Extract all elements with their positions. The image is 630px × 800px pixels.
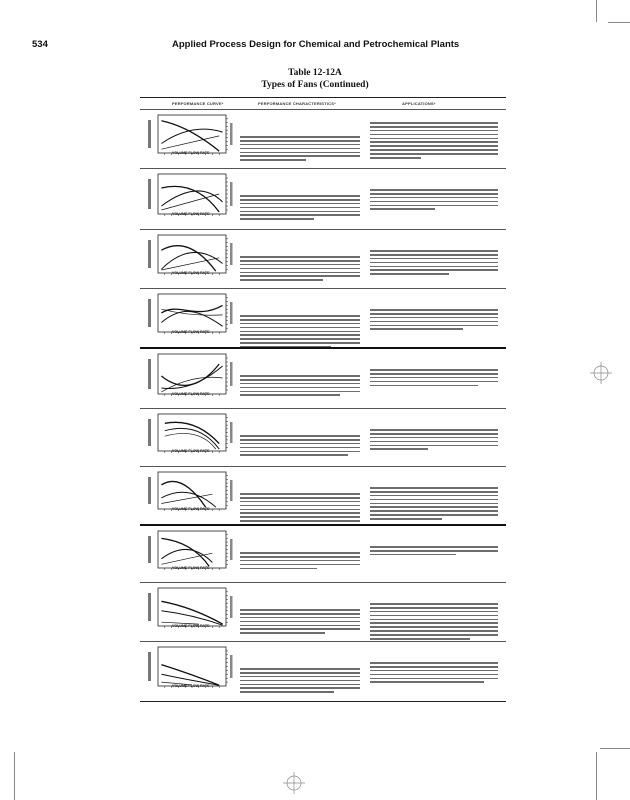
illegible-text-line <box>370 487 498 489</box>
crop-mark-top-right-h <box>608 22 630 23</box>
illegible-text-line <box>240 195 360 197</box>
applications-text <box>370 546 498 558</box>
table-row <box>140 466 506 525</box>
crop-mark-bottom-left <box>14 752 15 800</box>
performance-curve-graph <box>146 292 236 343</box>
illegible-text-line <box>240 379 360 381</box>
illegible-text-line <box>240 136 360 138</box>
page-number: 534 <box>32 39 48 50</box>
performance-curve-graph <box>146 172 236 225</box>
table-row <box>140 168 506 230</box>
illegible-text-line <box>240 144 360 146</box>
illegible-text-line <box>240 152 360 154</box>
illegible-text-line <box>240 454 348 456</box>
illegible-text-line <box>370 503 498 505</box>
volume-flow-rate-label: VOLUME FLOW RATE <box>172 271 210 275</box>
illegible-text-line <box>240 512 360 514</box>
illegible-text-line <box>370 445 498 447</box>
illegible-text-line <box>370 611 498 613</box>
illegible-text-line <box>370 250 498 252</box>
illegible-text-line <box>240 625 360 627</box>
illegible-text-line <box>370 634 498 636</box>
illegible-text-line <box>370 678 498 680</box>
illegible-text-line <box>240 497 360 499</box>
volume-flow-rate-label: VOLUME FLOW RATE <box>172 449 210 453</box>
illegible-text-line <box>370 619 498 621</box>
applications-text <box>370 429 498 452</box>
table-row <box>140 347 506 410</box>
illegible-text-line <box>370 550 498 552</box>
volume-flow-rate-label: VOLUME FLOW RATE <box>172 212 210 216</box>
illegible-text-line <box>240 211 360 213</box>
illegible-text-line <box>370 258 498 260</box>
applications-text <box>370 662 498 685</box>
illegible-text-line <box>370 208 435 210</box>
applications-text <box>370 603 498 642</box>
illegible-text-line <box>240 275 360 277</box>
volume-flow-rate-label: VOLUME FLOW RATE <box>172 330 210 334</box>
illegible-text-line <box>240 375 360 377</box>
illegible-text-line <box>240 687 360 689</box>
illegible-text-line <box>370 205 498 207</box>
illegible-text-line <box>240 331 360 333</box>
applications-text <box>370 369 498 388</box>
performance-characteristics-text <box>240 136 360 163</box>
illegible-text-line <box>240 203 360 205</box>
illegible-text-line <box>370 626 498 628</box>
illegible-text-line <box>240 155 360 157</box>
applications-text <box>370 250 498 277</box>
illegible-text-line <box>370 145 498 147</box>
illegible-text-line <box>370 510 498 512</box>
crop-mark-bottom-right <box>596 752 597 800</box>
table-row <box>140 109 506 169</box>
illegible-text-line <box>240 387 360 389</box>
illegible-text-line <box>370 495 498 497</box>
table-row <box>140 524 506 584</box>
illegible-text-line <box>240 439 360 441</box>
performance-characteristics-text <box>240 609 360 636</box>
illegible-text-line <box>370 448 428 450</box>
illegible-text-line <box>240 684 360 686</box>
volume-flow-rate-label: VOLUME FLOW RATE <box>172 684 210 688</box>
illegible-text-line <box>370 134 498 136</box>
illegible-text-line <box>240 334 360 336</box>
applications-text <box>370 309 498 332</box>
illegible-text-line <box>370 491 498 493</box>
performance-characteristics-text <box>240 315 360 350</box>
illegible-text-line <box>370 141 498 143</box>
illegible-text-line <box>240 140 360 142</box>
illegible-text-line <box>370 138 498 140</box>
illegible-text-line <box>370 518 442 520</box>
illegible-text-line <box>370 607 498 609</box>
illegible-text-line <box>370 437 498 439</box>
column-header-applications: APPLICATIONS* <box>402 101 436 106</box>
illegible-text-line <box>370 309 498 311</box>
illegible-text-line <box>240 207 360 209</box>
illegible-text-line <box>370 317 498 319</box>
illegible-text-line <box>370 622 498 624</box>
table-subtitle: Types of Fans (Continued) <box>261 80 369 90</box>
illegible-text-line <box>240 552 360 554</box>
column-header-curve: PERFORMANCE CURVE* <box>172 101 224 106</box>
illegible-text-line <box>370 514 498 516</box>
illegible-text-line <box>240 564 360 566</box>
illegible-text-line <box>240 394 340 396</box>
performance-characteristics-text <box>240 375 360 398</box>
registration-mark-bottom <box>283 772 305 794</box>
illegible-text-line <box>370 638 470 640</box>
performance-characteristics-text <box>240 195 360 222</box>
performance-curve-graph <box>146 645 236 697</box>
performance-characteristics-text <box>240 435 360 458</box>
performance-characteristics-text <box>240 256 360 283</box>
illegible-text-line <box>240 516 360 518</box>
illegible-text-line <box>240 315 360 317</box>
registration-mark-right <box>590 362 612 384</box>
applications-text <box>370 122 498 161</box>
performance-curve-graph <box>146 529 236 579</box>
illegible-text-line <box>240 256 360 258</box>
volume-flow-rate-label: VOLUME FLOW RATE <box>172 624 210 628</box>
illegible-text-line <box>370 262 498 264</box>
illegible-text-line <box>370 662 498 664</box>
illegible-text-line <box>240 613 360 615</box>
table-title-block <box>0 67 630 91</box>
illegible-text-line <box>240 609 360 611</box>
performance-characteristics-text <box>240 668 360 695</box>
illegible-text-line <box>370 269 498 271</box>
illegible-text-line <box>240 338 360 340</box>
illegible-text-line <box>240 391 360 393</box>
illegible-text-line <box>370 157 421 159</box>
illegible-text-line <box>240 435 360 437</box>
performance-curve-graph <box>146 586 236 637</box>
illegible-text-line <box>240 264 360 266</box>
illegible-text-line <box>240 568 317 570</box>
performance-characteristics-text <box>240 552 360 571</box>
illegible-text-line <box>370 193 498 195</box>
illegible-text-line <box>240 447 360 449</box>
crop-mark-top-right <box>596 0 597 22</box>
table-row <box>140 408 506 467</box>
illegible-text-line <box>370 328 463 330</box>
illegible-text-line <box>240 632 325 634</box>
illegible-text-line <box>240 443 360 445</box>
performance-curve-graph <box>146 470 236 520</box>
illegible-text-line <box>370 506 498 508</box>
illegible-text-line <box>370 266 498 268</box>
illegible-text-line <box>240 560 360 562</box>
volume-flow-rate-label: VOLUME FLOW RATE <box>172 392 210 396</box>
illegible-text-line <box>370 153 498 155</box>
fan-types-table <box>140 97 506 702</box>
performance-curve-graph <box>146 352 236 405</box>
illegible-text-line <box>240 556 360 558</box>
illegible-text-line <box>370 554 456 556</box>
illegible-text-line <box>370 433 498 435</box>
volume-flow-rate-label: VOLUME FLOW RATE <box>172 507 210 511</box>
illegible-text-line <box>370 130 498 132</box>
table-row <box>140 582 506 642</box>
illegible-text-line <box>370 603 498 605</box>
illegible-text-line <box>240 509 360 511</box>
illegible-text-line <box>370 373 498 375</box>
illegible-text-line <box>240 323 360 325</box>
table-row <box>140 229 506 289</box>
performance-curve-graph <box>146 412 236 462</box>
running-head <box>0 39 630 53</box>
illegible-text-line <box>240 342 360 344</box>
illegible-text-line <box>240 628 360 630</box>
illegible-text-line <box>240 520 360 522</box>
illegible-text-line <box>370 377 498 379</box>
illegible-text-line <box>240 617 360 619</box>
applications-text <box>370 189 498 212</box>
illegible-text-line <box>370 369 498 371</box>
illegible-text-line <box>240 218 314 220</box>
illegible-text-line <box>370 441 498 443</box>
column-header-characteristics: PERFORMANCE CHARACTERISTICS* <box>258 101 336 106</box>
illegible-text-line <box>240 272 360 274</box>
table-row <box>140 288 506 348</box>
illegible-text-line <box>370 681 484 683</box>
illegible-text-line <box>370 615 498 617</box>
illegible-text-line <box>240 260 360 262</box>
illegible-text-line <box>240 493 360 495</box>
volume-flow-rate-label: VOLUME FLOW RATE <box>172 566 210 570</box>
book-title: Applied Process Design for Chemical and Petrochemical Plants <box>172 39 460 50</box>
performance-curve-graph <box>146 113 236 164</box>
illegible-text-line <box>370 381 498 383</box>
illegible-text-line <box>370 201 498 203</box>
performance-curve-graph <box>146 233 236 284</box>
illegible-text-line <box>370 325 498 327</box>
illegible-text-line <box>370 630 498 632</box>
illegible-text-line <box>240 383 360 385</box>
table-row <box>140 641 506 702</box>
illegible-text-line <box>240 621 360 623</box>
illegible-text-line <box>370 189 498 191</box>
illegible-text-line <box>240 159 306 161</box>
crop-mark-bottom-right-h <box>600 748 630 749</box>
illegible-text-line <box>370 273 449 275</box>
illegible-text-line <box>370 670 498 672</box>
illegible-text-line <box>240 672 360 674</box>
performance-characteristics-text <box>240 493 360 528</box>
volume-flow-rate-label: VOLUME FLOW RATE <box>172 151 210 155</box>
illegible-text-line <box>240 148 360 150</box>
illegible-text-line <box>240 505 360 507</box>
illegible-text-line <box>370 313 498 315</box>
illegible-text-line <box>240 327 360 329</box>
illegible-text-line <box>370 385 478 387</box>
illegible-text-line <box>370 546 498 548</box>
illegible-text-line <box>240 676 360 678</box>
illegible-text-line <box>240 268 360 270</box>
illegible-text-line <box>370 674 498 676</box>
illegible-text-line <box>370 666 498 668</box>
illegible-text-line <box>370 197 498 199</box>
illegible-text-line <box>240 214 360 216</box>
illegible-text-line <box>240 680 360 682</box>
illegible-text-line <box>240 451 360 453</box>
illegible-text-line <box>370 149 498 151</box>
illegible-text-line <box>370 321 498 323</box>
illegible-text-line <box>370 499 498 501</box>
illegible-text-line <box>240 319 360 321</box>
applications-text <box>370 487 498 522</box>
illegible-text-line <box>370 254 498 256</box>
illegible-text-line <box>370 122 498 124</box>
table-title: Table 12-12A <box>288 68 342 78</box>
illegible-text-line <box>240 691 334 693</box>
illegible-text-line <box>240 501 360 503</box>
illegible-text-line <box>240 199 360 201</box>
illegible-text-line <box>240 668 360 670</box>
illegible-text-line <box>240 279 323 281</box>
illegible-text-line <box>370 126 498 128</box>
illegible-text-line <box>370 429 498 431</box>
